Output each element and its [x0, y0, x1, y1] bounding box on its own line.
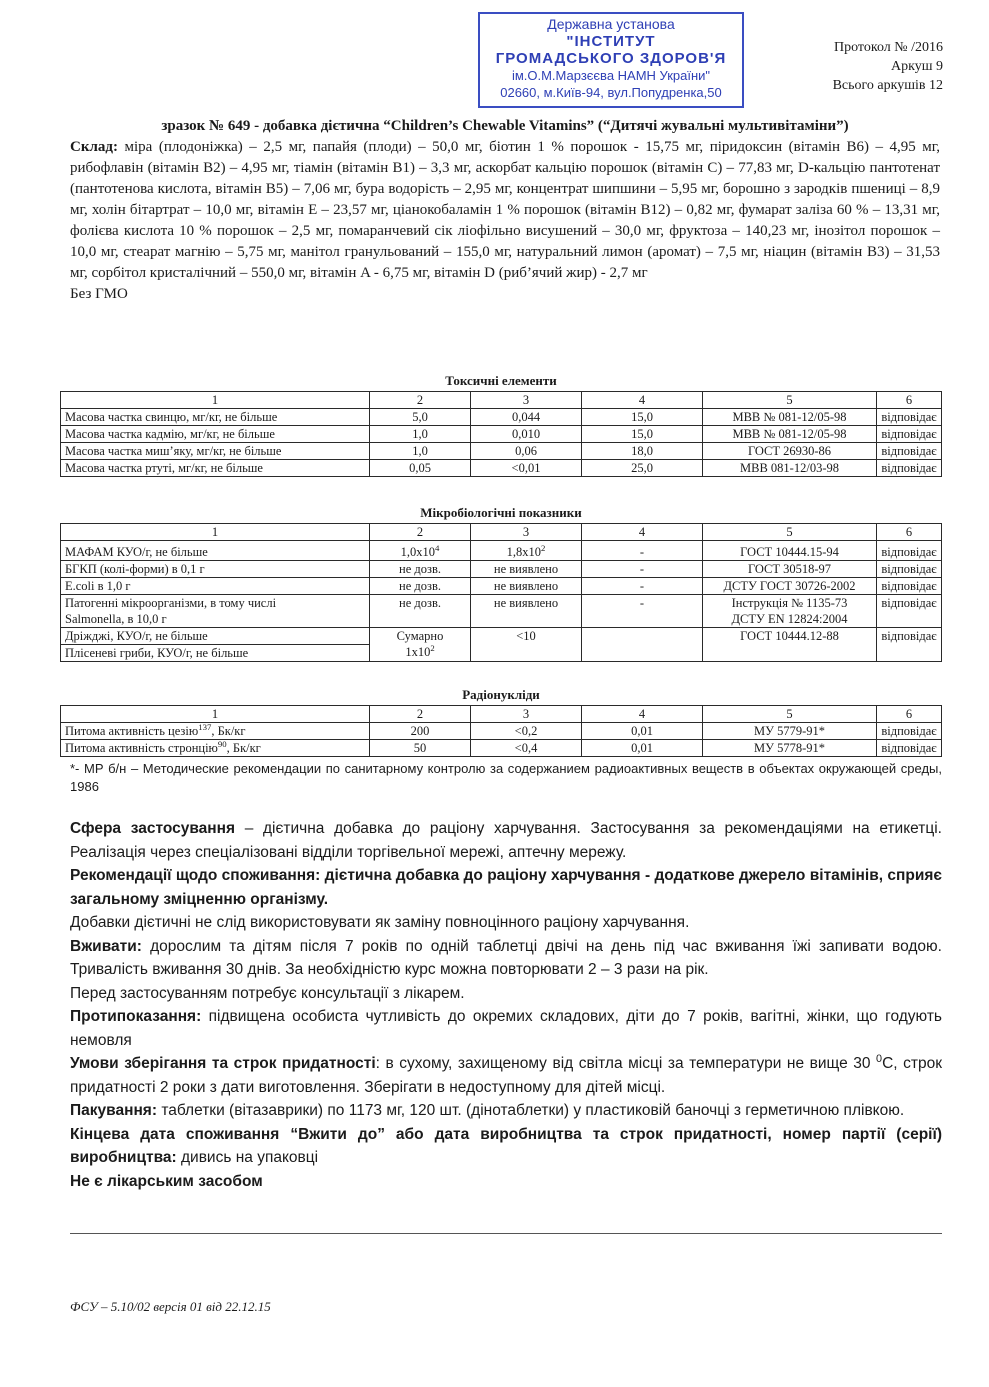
cell: не дозв. [370, 578, 471, 595]
cell-text: Питома активність стронцію [65, 741, 218, 755]
consult-paragraph: Перед застосуванням потребує консультації з лікарем. [70, 984, 465, 1002]
cell [370, 541, 471, 561]
cell [61, 723, 370, 740]
cell-line [374, 644, 466, 660]
cell [471, 541, 582, 561]
header-cell: 1 [61, 706, 370, 723]
cell-text: Питома активність цезію [65, 724, 199, 738]
cell: <0,2 [471, 723, 582, 740]
storage-paragraph [70, 1052, 942, 1099]
header-cell: 5 [703, 392, 877, 409]
cell: МВВ 081-12/03-98 [703, 460, 877, 477]
micro-caption: Мікробіологічні показники [420, 505, 582, 520]
cell [61, 740, 370, 757]
contra-label: Протипоказання: [70, 1008, 202, 1025]
cell: 15,0 [582, 426, 703, 443]
composition-text: міра (плодоніжка) – 2,5 мг, папайя (плоди) – 50,0 мг, біотин 1 % порошок - 15,75 мг, піридоксин (вітамін B6) – 4,95 мг, рибофлавін (вітамін B2) – 4,95 мг, тіамін (вітамін B1) – 3,3 мг, аскорбат кальцію порошок (вітамін C) – 77,83 мг, D-кальцію пантотенат (пантотенова кислота, вітамін B5) – 7,06 мг, бура водорість – 2,95 мг, концентрат шипшини – 5,95 мг, борошно з зародків пшениці – 8,9 мг, холін бітартрат – 10,0 мг, вітамін E – 23,57 мг, ціанокобаламін 1 % порошок (вітамін B12) – 0,82 мг, фумарат заліза 60 % – 13,31 мг, фолієва кислота 10 % порошок – 2,5 мг, помаранчевий сік ліофільно висушений – 30,0 мг, фруктоза – 140,23 мг, інозітол порошок – 10,0 мг, стеарат магнію – 5,75 мг, манітол гранульований – 155,0 мг, натуральний лимон (аромат) – 7,5 мг, ніацин (вітамін B3) – 31,53 мг, сорбітол кристалічний – 550,0 мг, вітамін A - 6,75 мг, вітамін D (риб’ячий жир) - 2,7 мг [70, 139, 940, 281]
table-row [61, 740, 942, 757]
cell: <10 [471, 628, 582, 662]
cell [582, 628, 703, 662]
cell: відповідає [877, 443, 942, 460]
exp-text: дивись на упаковці [176, 1149, 319, 1166]
not-medicine-note: Не є лікарським засобом [70, 1172, 263, 1190]
header-cell: 2 [370, 524, 471, 541]
cell: 200 [370, 723, 471, 740]
protocol-sheet: Аркуш 9 [891, 59, 943, 74]
cell: 0,044 [471, 409, 582, 426]
cell: МВВ № 081-12/05-98 [703, 409, 877, 426]
contra-text: підвищена особиста чутливість до окремих складових, діти до 7 років, вагітні, жінки, що годують немовля [70, 1008, 942, 1049]
exponent: 137 [198, 721, 212, 732]
cell-text: 1x10 [405, 645, 431, 659]
cell: Масова частка миш’яку, мг/кг, не більше [61, 443, 370, 460]
cell: відповідає [877, 628, 942, 662]
cell-text: , Бк/кг [226, 741, 261, 755]
header-cell: 3 [471, 524, 582, 541]
header-cell: 6 [877, 392, 942, 409]
cell: не дозв. [370, 595, 471, 628]
header-cell: 6 [877, 524, 942, 541]
cell: - [582, 541, 703, 561]
table-row [61, 541, 942, 561]
use-label: Вживати: [70, 937, 142, 955]
cell: не виявлено [471, 561, 582, 578]
table-header-row [61, 706, 942, 723]
header-cell: 2 [370, 392, 471, 409]
scope-text: – дієтична добавка до раціону харчування. Застосування за рекомендаціями на етикетці. Реалізація через спеціалізовані відділи торгівельної мережі, аптечну мережу. [70, 820, 942, 861]
cell: 5,0 [370, 409, 471, 426]
cell: 1,0 [370, 443, 471, 460]
cell: 0,01 [582, 723, 703, 740]
radio-caption: Радіонукліди [462, 687, 540, 702]
stamp-line-5: 02660, м.Київ-94, вул.Попудренка,50 [500, 85, 722, 100]
cell: - [582, 595, 703, 628]
protocol-number: Протокол № /2016 [834, 40, 943, 55]
stamp-line-3: ГРОМАДСЬКОГО ЗДОРОВ'Я [495, 50, 727, 67]
cell: МУ 5778-91* [703, 740, 877, 757]
dosage-paragraph [70, 935, 942, 982]
table-row [61, 460, 942, 477]
cell: <0,01 [471, 460, 582, 477]
cell-line: ДСТУ EN 12824:2004 [731, 612, 848, 626]
stamp-line-4: ім.О.М.Марзєєва НАМН України" [511, 68, 711, 83]
micro-table [60, 523, 942, 662]
cell: ДСТУ ГОСТ 30726-2002 [703, 578, 877, 595]
cell: 0,01 [582, 740, 703, 757]
cell [703, 595, 877, 628]
table-row [61, 443, 942, 460]
rec-text: дієтична добавка до раціону харчування - додаткове джерело вітамінів, сприяє загальному зміцненню організму. [70, 867, 942, 908]
stamp-line-1: Державна установа [547, 16, 675, 32]
header-cell: 5 [703, 706, 877, 723]
cell: не виявлено [471, 578, 582, 595]
table-row [61, 409, 942, 426]
cell: МАФАМ КУО/г, не більше [61, 541, 370, 561]
cell: відповідає [877, 409, 942, 426]
stamp-line-2: "ІНСТИТУТ [566, 33, 656, 50]
cell: Масова частка свинцю, мг/кг, не більше [61, 409, 370, 426]
cell: ГОСТ 30518-97 [703, 561, 877, 578]
rec-label: Рекомендації щодо споживання: [70, 867, 321, 884]
cell: не дозв. [370, 561, 471, 578]
cell: МУ 5779-91* [703, 723, 877, 740]
cell: Дріжджі, КУО/г, не більше [61, 628, 370, 645]
cell-line: Salmonella, в 10,0 г [65, 612, 167, 626]
cell: відповідає [877, 561, 942, 578]
cell-line: Патогенні мікроорганізми, в тому числі [65, 596, 277, 610]
toxic-caption: Токсичні елементи [445, 373, 557, 388]
packaging-paragraph [70, 1099, 942, 1123]
cell: 1,0 [370, 426, 471, 443]
storage-text-b: С, строк придатності 2 роки з дати виготовлення. Зберігати в недоступному для дітей місці. [70, 1055, 942, 1096]
degree-sup: 0 [876, 1052, 883, 1065]
cell: відповідає [877, 595, 942, 628]
expiry-paragraph [70, 1123, 942, 1170]
composition [70, 137, 940, 284]
header-cell: 3 [471, 392, 582, 409]
cell [61, 595, 370, 628]
table-row [61, 578, 942, 595]
header-cell: 2 [370, 706, 471, 723]
header-cell: 6 [877, 706, 942, 723]
exp-label: Кінцева дата споживання “Вжити до” або дата виробництва та строк придатності, номер партії (серії) виробництва: [70, 1125, 942, 1166]
table-row [61, 723, 942, 740]
header-cell: 1 [61, 524, 370, 541]
cell: 0,010 [471, 426, 582, 443]
cell: БГКП (колі-форми) в 0,1 г [61, 561, 370, 578]
cell: МВВ № 081-12/05-98 [703, 426, 877, 443]
cell: 50 [370, 740, 471, 757]
table-header-row [61, 524, 942, 541]
sample-section [70, 116, 940, 305]
cell-line: Інструкція № 1135-73 [731, 596, 848, 610]
recommendation-paragraph [70, 864, 942, 911]
cell: відповідає [877, 426, 942, 443]
divider [70, 1233, 942, 1234]
cell: <0,4 [471, 740, 582, 757]
cell: Плісеневі гриби, КУО/г, не більше [61, 645, 370, 662]
cell: 18,0 [582, 443, 703, 460]
exponent: 2 [430, 642, 435, 653]
header-cell: 3 [471, 706, 582, 723]
cell-line: Сумарно [396, 629, 444, 643]
scope-paragraph [70, 817, 942, 864]
institute-stamp [478, 12, 744, 108]
cell: 25,0 [582, 460, 703, 477]
usage-section [70, 817, 942, 1193]
composition-label: Склад: [70, 139, 118, 155]
protocol-total-sheets: Всього аркушів 12 [832, 78, 943, 93]
sample-heading: зразок № 649 - добавка дієтична “Children’s Chewable Vitamins” (“Дитячі жувальні мультивітаміни”) [161, 118, 849, 134]
cell: Масова частка кадмію, мг/кг, не більше [61, 426, 370, 443]
cell: - [582, 578, 703, 595]
pack-text: таблетки (вітазаврики) по 1173 мг, 120 шт. (дінотаблетки) у пластиковій баночці з герметичною плівкою. [157, 1102, 905, 1119]
cell: - [582, 561, 703, 578]
header-cell: 1 [61, 392, 370, 409]
table-header-row [61, 392, 942, 409]
contraindications-paragraph [70, 1005, 942, 1052]
exponent: 4 [435, 542, 440, 553]
radio-table [60, 705, 942, 757]
cell: відповідає [877, 541, 942, 561]
cell [370, 628, 471, 662]
exponent: 90 [217, 738, 227, 749]
cell-text: 1,8x10 [506, 545, 541, 559]
cell: ГОСТ 10444.15-94 [703, 541, 877, 561]
use-text: дорослим та дітям після 7 років по одній таблетці двічі на день під час вживання їжі запивати водою. Тривалість вживання 30 днів. За необхідністю курс можна повторювати 2 – 3 рази на рік. [70, 937, 942, 978]
storage-label: Умови зберігання та строк придатності [70, 1055, 376, 1072]
form-footer: ФСУ – 5.10/02 версія 01 від 22.12.15 [70, 1299, 271, 1314]
table-row [61, 628, 942, 645]
cell: відповідає [877, 740, 942, 757]
toxic-table [60, 391, 942, 477]
table-row [61, 595, 942, 628]
header-cell: 4 [582, 524, 703, 541]
exponent: 2 [541, 542, 546, 553]
cell: відповідає [877, 723, 942, 740]
cell-text: 1,0x10 [400, 545, 435, 559]
cell: відповідає [877, 578, 942, 595]
header-cell: 4 [582, 706, 703, 723]
cell: 15,0 [582, 409, 703, 426]
table-row [61, 561, 942, 578]
cell: Масова частка ртуті, мг/кг, не більше [61, 460, 370, 477]
storage-text-a: : в сухому, захищеному від світла місці за температури не вище 30 [375, 1055, 877, 1072]
cell: ГОСТ 26930-86 [703, 443, 877, 460]
pack-label: Пакування: [70, 1102, 158, 1119]
table-row [61, 426, 942, 443]
cell: не виявлено [471, 595, 582, 628]
footnote: *- МР б/н – Методические рекомендации по санитарному контролю за содержанием радиоактивных веществ в объектах окружающей среды, 1986 [70, 761, 942, 794]
cell: ГОСТ 10444.12-88 [703, 628, 877, 662]
gmo-note: Без ГМО [70, 286, 128, 302]
cell: відповідає [877, 460, 942, 477]
cell-text: , Бк/кг [211, 724, 246, 738]
scope-label: Сфера застосування [70, 820, 236, 837]
cell: 0,05 [370, 460, 471, 477]
warning-paragraph: Добавки дієтичні не слід використовувати як заміну повноцінного раціону харчування. [70, 914, 690, 931]
protocol-info [833, 38, 943, 95]
header-cell: 5 [703, 524, 877, 541]
cell: E.coli в 1,0 г [61, 578, 370, 595]
cell: 0,06 [471, 443, 582, 460]
header-cell: 4 [582, 392, 703, 409]
